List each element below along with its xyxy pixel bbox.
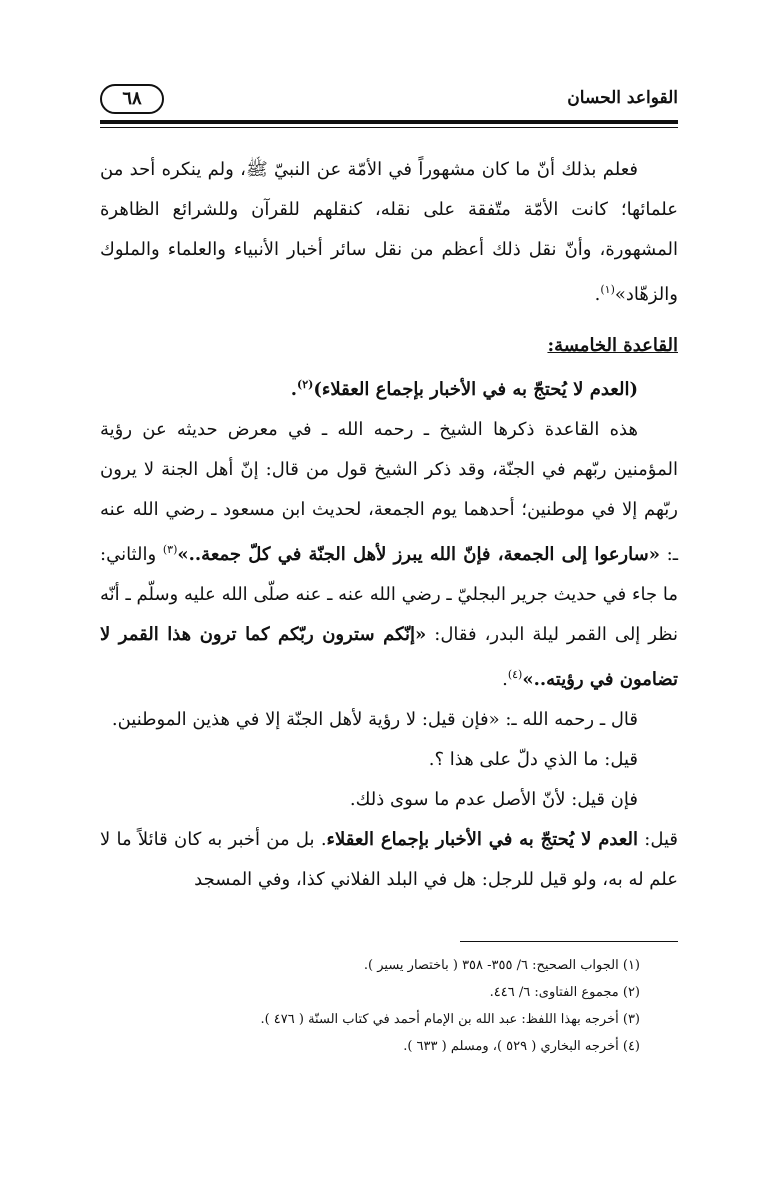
page-header — [100, 84, 678, 118]
footnotes — [100, 952, 640, 1060]
rule-end: . — [290, 379, 298, 400]
paragraph-1-text: فعلم بذلك أنّ ما كان مشهوراً في الأمّة عن النبيّ ﷺ، ولم ينكره أحد من علمائها؛ كانت الأمّة متّفقة على نقله، كنقلهم للقرآن وللشرائع الظاهرة المشهورة، وأنّ نقل ذلك أعظم من نقل سائر أخبار الأنبياء والعلماء والملوك والزهّاد» — [100, 159, 678, 305]
footnote-separator — [460, 941, 678, 942]
paragraph-3 — [100, 820, 678, 900]
main-text — [100, 150, 678, 900]
header-rule-thick — [100, 120, 678, 124]
hadith-quote-1: «سارعوا إلى الجمعة، فإنّ الله يبرز لأهل الجنّة في كلّ جمعة..» — [177, 544, 660, 565]
paragraph-3-part-a: قيل: — [644, 829, 678, 850]
paragraph-3-bold: العدم لا يُحتجّ به في الأخبار بإجماع العقلاء — [326, 829, 638, 850]
footnote-mark-4: (٤) — [507, 668, 523, 681]
paragraph-2-end: . — [502, 669, 508, 690]
page-number: ٦٨ — [100, 84, 164, 114]
rule-statement — [100, 365, 678, 410]
qa-line-2: قيل: ما الذي دلّ على هذا ؟. — [428, 749, 638, 770]
footnote-4: (٤) أخرجه البخاري ( ٥٢٩ )، ومسلم ( ٦٣٣ ). — [403, 1039, 640, 1054]
qa-line-1: قال ـ رحمه الله ـ: «فإن قيل: لا رؤية لأهل الجنّة إلا في هذين الموطنين. — [111, 709, 638, 730]
paragraph-1-end: . — [594, 284, 601, 305]
footnote-mark-1: (١) — [600, 283, 615, 296]
header-rule-thin — [100, 127, 678, 128]
paragraph-2-part-b: والثاني: ما جاء في حديث جرير البجليّ ـ رضي الله عنه ـ عنه صلّى الله عليه وسلّم ـ أنّه نظر إلى القمر ليلة البدر، فقال: — [100, 544, 678, 645]
qa-line-3: فإن قيل: لأنّ الأصل عدم ما سوى ذلك. — [349, 789, 638, 810]
paragraph-3-part-b: . بل من أخبر به كان قائلاً ما لا علم له به، ولو قيل للرجل: هل في البلد الفلاني كذا، وفي المسجد — [100, 829, 678, 890]
paragraph-2-part-a: هذه القاعدة ذكرها الشيخ ـ رحمه الله ـ في معرض حديثه عن رؤية المؤمنين ربّهم في الجنّة، وقد ذكر الشيخ قول من قال: إنّ أهل الجنة لا يرون ربّهم إلا في موطنين؛ أحدهما يوم الجمعة، لحديث ابن مسعود ـ رضي الله عنه ـ: — [100, 419, 678, 565]
footnote-mark-2: (٢) — [297, 378, 314, 391]
hadith-quote-2: «إنّكم سترون ربّكم كما ترون هذا القمر لا تضامون في رؤيته..» — [100, 624, 678, 690]
footnote-2: (٢) مجموع الفتاوى: ٦/ ٤٤٦. — [489, 985, 640, 1000]
paragraph-1 — [100, 150, 678, 315]
section-heading: القاعدة الخامسة: — [547, 335, 678, 356]
footnote-1: (١) الجواب الصحيح: ٦/ ٣٥٥- ٣٥٨ ( باختصار يسير ). — [363, 958, 640, 973]
footnote-3: (٣) أخرجه بهذا اللفظ: عبد الله بن الإمام أحمد في كتاب السنّة ( ٤٧٦ ). — [260, 1012, 640, 1027]
paragraph-2 — [100, 410, 678, 700]
running-title: القواعد الحسان — [567, 88, 678, 108]
rule-text: (العدم لا يُحتجّ به في الأخبار بإجماع العقلاء) — [313, 379, 638, 400]
footnote-mark-3: (٣) — [162, 543, 178, 556]
